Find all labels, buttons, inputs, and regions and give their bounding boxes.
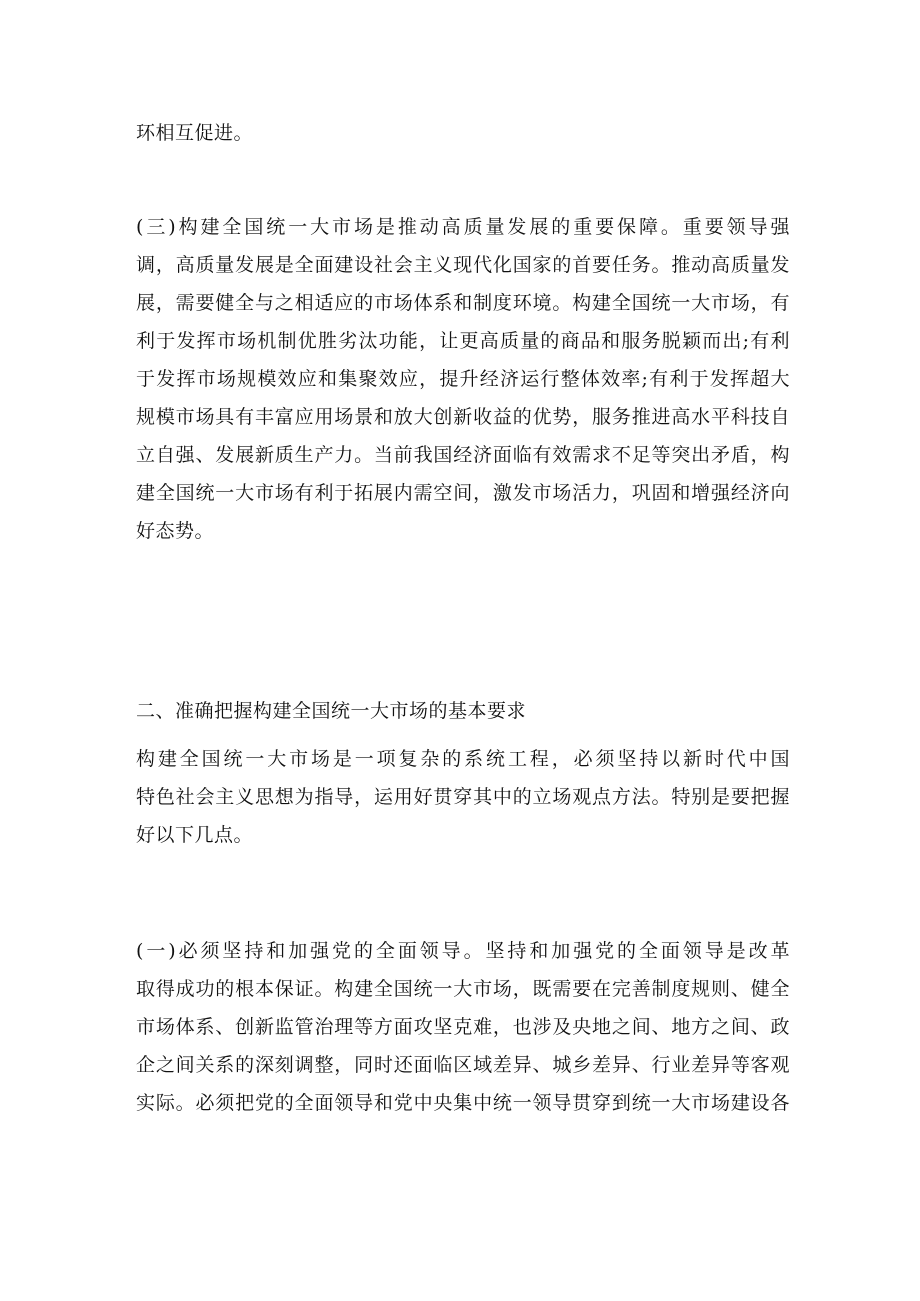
heading-line: 二、准确把握构建全国统一大市场的基本要求: [136, 700, 527, 722]
text-line: (一)必须坚持和加强党的全面领导。坚持和加强党的全面领导是改革: [136, 940, 790, 962]
text-line: 立自强、发展新质生产力。当前我国经济面临有效需求不足等突出矛盾，构: [136, 444, 790, 466]
paragraph-fragment-top: [136, 114, 790, 152]
paragraph-intro: [136, 740, 790, 854]
text-line: 构建全国统一大市场是一项复杂的系统工程，必须坚持以新时代中国: [136, 748, 790, 770]
text-line: 调，高质量发展是全面建设社会主义现代化国家的首要任务。推动高质量发: [136, 254, 790, 276]
paragraph-section-three: [136, 208, 790, 550]
text-line: 环相互促进。: [136, 122, 254, 144]
text-line: 规模市场具有丰富应用场景和放大创新收益的优势，服务推进高水平科技自: [136, 406, 790, 428]
text-line: 展，需要健全与之相适应的市场体系和制度环境。构建全国统一大市场，有: [136, 292, 790, 314]
text-line: 好态势。: [136, 520, 215, 542]
text-line: 建全国统一大市场有利于拓展内需空间，激发市场活力，巩固和增强经济向: [136, 482, 790, 504]
section-heading-two: [136, 692, 790, 730]
paragraph-point-one: [136, 932, 790, 1122]
text-line: 市场体系、创新监管治理等方面攻坚克难，也涉及央地之间、地方之间、政: [136, 1016, 790, 1038]
text-line: 取得成功的根本保证。构建全国统一大市场，既需要在完善制度规则、健全: [136, 978, 790, 1000]
text-line: 于发挥市场规模效应和集聚效应，提升经济运行整体效率;有利于发挥超大: [136, 368, 790, 390]
text-line: (三)构建全国统一大市场是推动高质量发展的重要保障。重要领导强: [136, 216, 790, 238]
text-line: 实际。必须把党的全面领导和党中央集中统一领导贯穿到统一大市场建设各: [136, 1092, 790, 1114]
text-line: 利于发挥市场机制优胜劣汰功能，让更高质量的商品和服务脱颖而出;有利: [136, 330, 790, 352]
text-line: 企之间关系的深刻调整，同时还面临区域差异、城乡差异、行业差异等客观: [136, 1054, 790, 1076]
text-line: 好以下几点。: [136, 824, 254, 846]
text-line: 特色社会主义思想为指导，运用好贯穿其中的立场观点方法。特别是要把握: [136, 786, 790, 808]
